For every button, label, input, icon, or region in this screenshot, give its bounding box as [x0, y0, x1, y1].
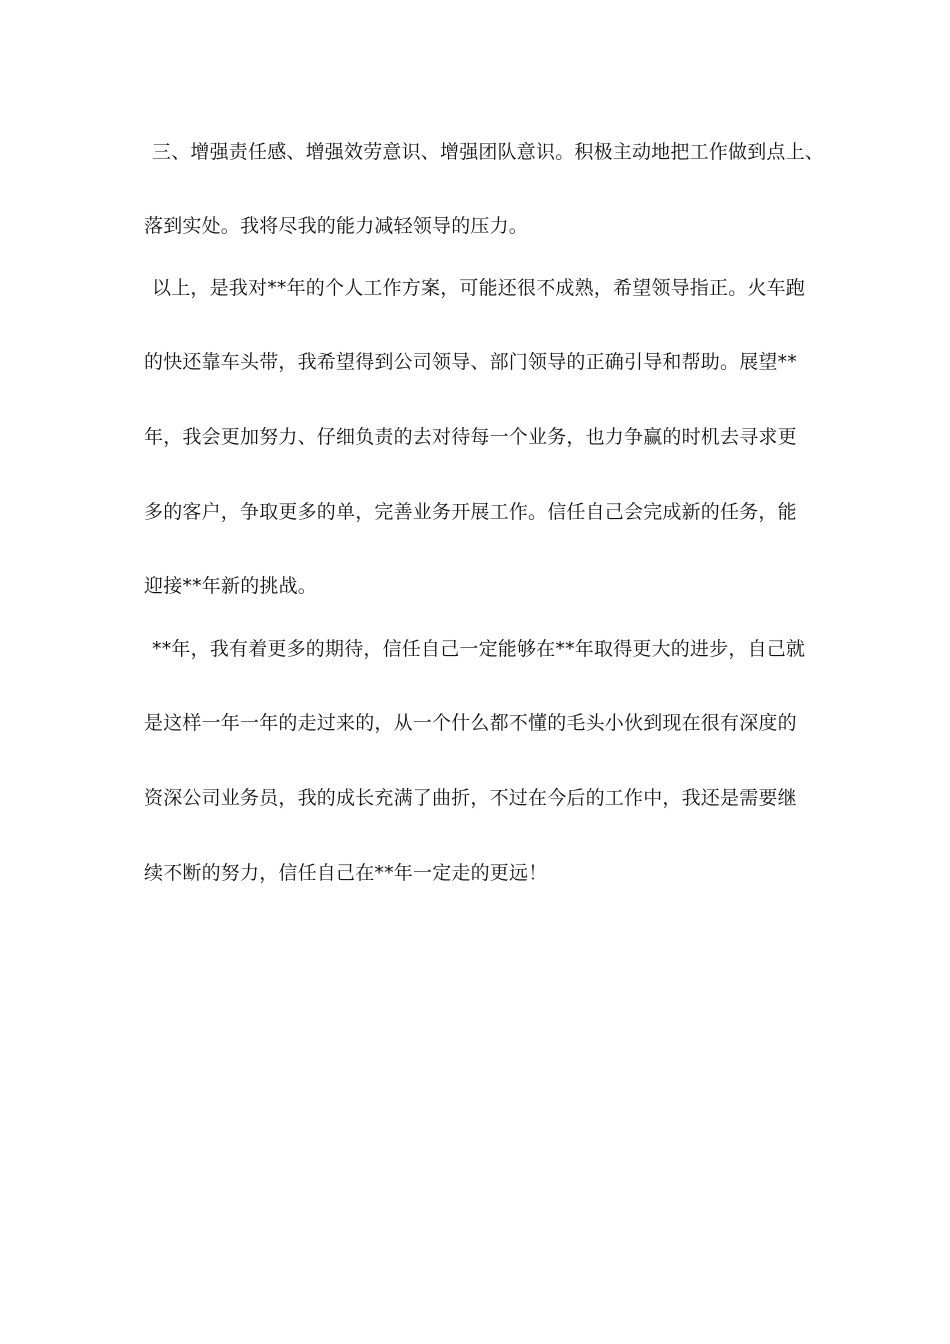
paragraph-3-line-3: 资深公司业务员，我的成长充满了曲折，不过在今后的工作中，我还是需要继	[144, 787, 797, 809]
paragraph-1-line-1: 三、增强责任感、增强效劳意识、增强团队意识。积极主动地把工作做到点上、	[152, 141, 825, 163]
paragraph-3-line-1: **年，我有着更多的期待，信任自己一定能够在**年取得更大的进步，自己就	[152, 638, 806, 660]
paragraph-2-line-5: 迎接**年新的挑战。	[144, 575, 318, 597]
paragraph-2-line-4: 多的客户，争取更多的单，完善业务开展工作。信任自己会完成新的任务，能	[144, 501, 797, 523]
paragraph-3-line-4: 续不断的努力，信任自己在**年一定走的更远！	[144, 862, 548, 884]
paragraph-1-line-2: 落到实处。我将尽我的能力减轻领导的压力。	[144, 215, 529, 237]
paragraph-2-line-1: 以上，是我对**年的个人工作方案，可能还很不成熟，希望领导指正。火车跑	[152, 277, 806, 299]
paragraph-3-line-2: 是这样一年一年的走过来的，从一个什么都不懂的毛头小伙到现在很有深度的	[144, 712, 797, 734]
paragraph-2-line-2: 的快还靠车头带，我希望得到公司领导、部门领导的正确引导和帮助。展望**	[144, 351, 798, 373]
paragraph-2-line-3: 年，我会更加努力、仔细负责的去对待每一个业务，也力争赢的时机去寻求更	[144, 426, 797, 448]
